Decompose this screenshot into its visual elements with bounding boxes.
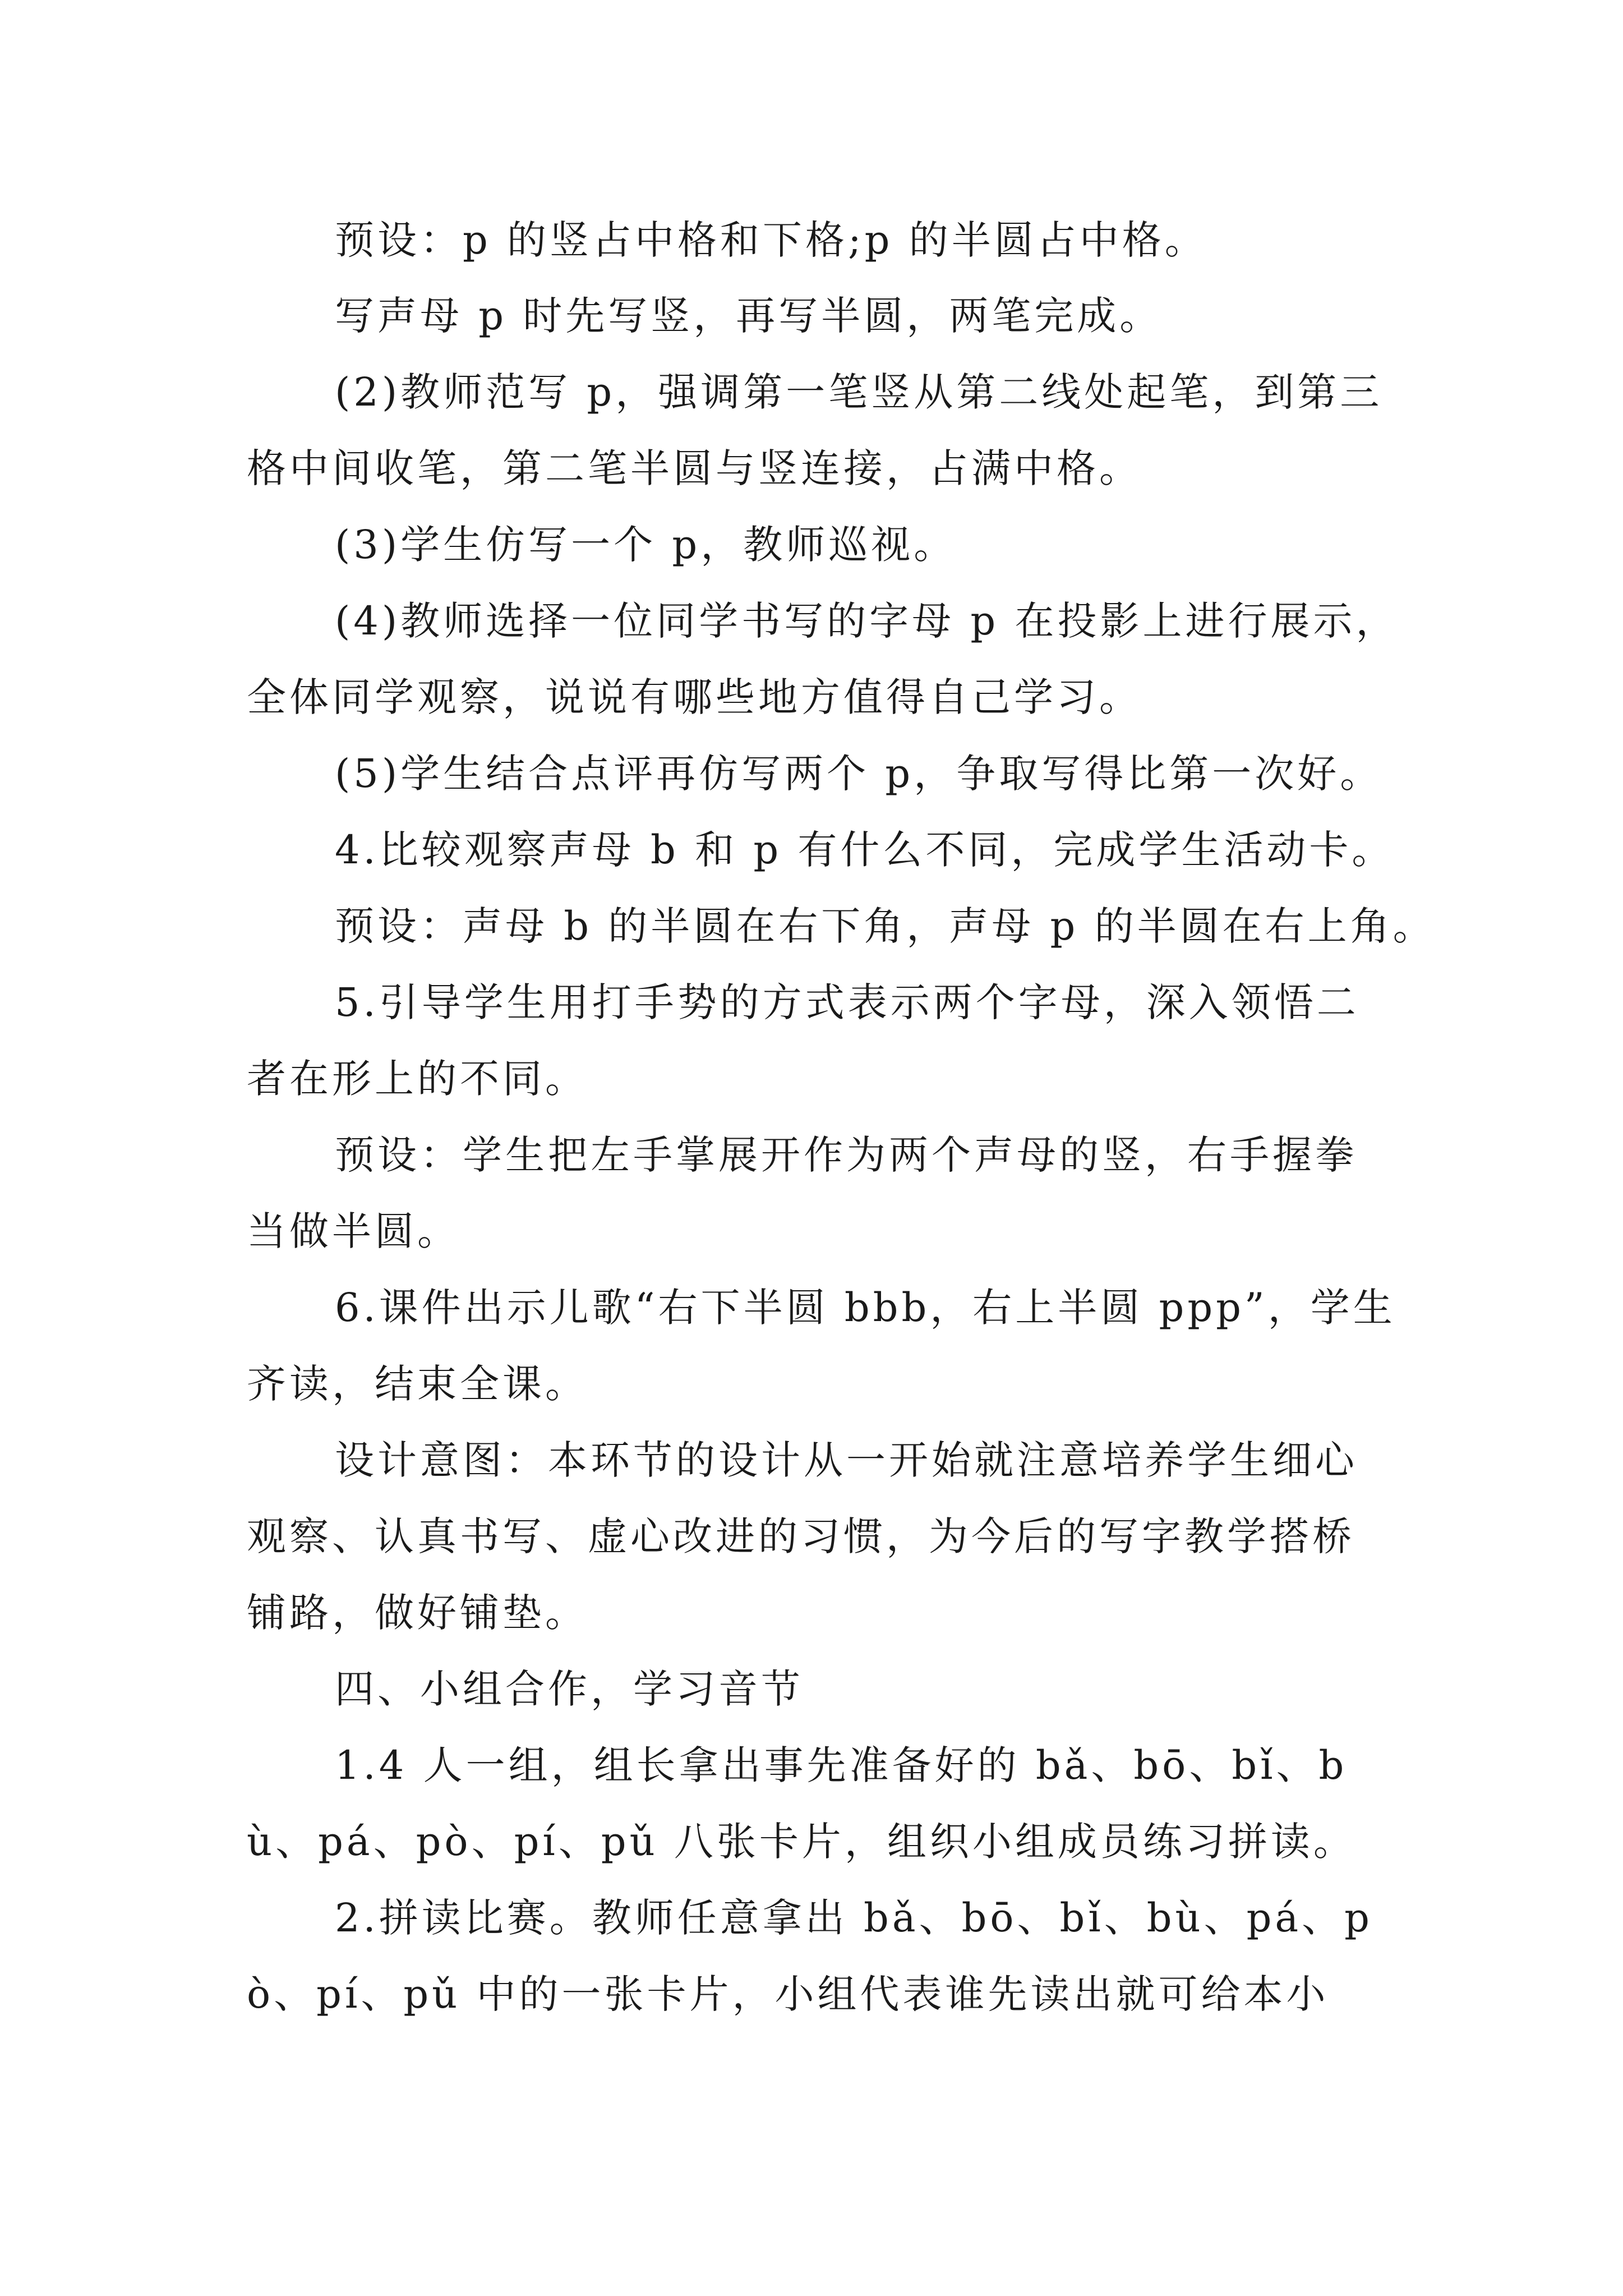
text-line: 2.拼读比赛。教师任意拿出 bǎ、bō、bǐ、bù、pá、p — [335, 1895, 1373, 1941]
text-line: (5)学生结合点评再仿写两个 p，争取写得比第一次好。 — [335, 751, 1383, 797]
text-line: 当做半圆。 — [247, 1208, 460, 1254]
text-line: 4.比较观察声母 b 和 p 有什么不同，完成学生活动卡。 — [335, 827, 1395, 873]
text-line: ò、pí、pǔ 中的一张卡片，小组代表谁先读出就可给本小 — [247, 1971, 1329, 2017]
text-line: ù、pá、pò、pí、pǔ 八张卡片，组织小组成员练习拼读。 — [247, 1819, 1356, 1865]
text-line: 6.课件出示儿歌“右下半圆 bbb，右上半圆 ppp”，学生 — [335, 1285, 1396, 1331]
text-line: 5.引导学生用打手势的方式表示两个字母，深入领悟二 — [335, 979, 1359, 1025]
text-line: (2)教师范写 p，强调第一笔竖从第二线处起笔，到第三 — [335, 369, 1383, 415]
text-line: 设计意图：本环节的设计从一开始就注意培养学生细心 — [335, 1437, 1358, 1483]
text-line: 预设：学生把左手掌展开作为两个声母的竖，右手握拳 — [335, 1132, 1358, 1178]
text-line: 全体同学观察，说说有哪些地方值得自己学习。 — [247, 674, 1142, 720]
text-line: (4)教师选择一位同学书写的字母 p 在投影上进行展示， — [335, 598, 1399, 644]
text-line: (3)学生仿写一个 p，教师巡视。 — [335, 522, 957, 568]
text-line: 格中间收笔，第二笔半圆与竖连接，占满中格。 — [247, 445, 1142, 491]
text-line: 预设：声母 b 的半圆在右下角，声母 p 的半圆在右上角。 — [335, 903, 1436, 949]
section-heading: 四、小组合作，学习音节 — [335, 1666, 804, 1712]
text-line: 1.4 人一组，组长拿出事先准备好的 bǎ、bō、bǐ、b — [335, 1742, 1348, 1788]
text-line: 写声母 p 时先写竖，再写半圆，两笔完成。 — [335, 293, 1163, 339]
text-line: 观察、认真书写、虚心改进的习惯，为今后的写字教学搭桥 — [247, 1513, 1355, 1559]
text-line: 齐读，结束全课。 — [247, 1361, 588, 1407]
text-line: 铺路，做好铺垫。 — [247, 1590, 588, 1636]
text-line: 者在形上的不同。 — [247, 1056, 588, 1102]
text-line: 预设：p 的竖占中格和下格;p 的半圆占中格。 — [335, 217, 1207, 263]
